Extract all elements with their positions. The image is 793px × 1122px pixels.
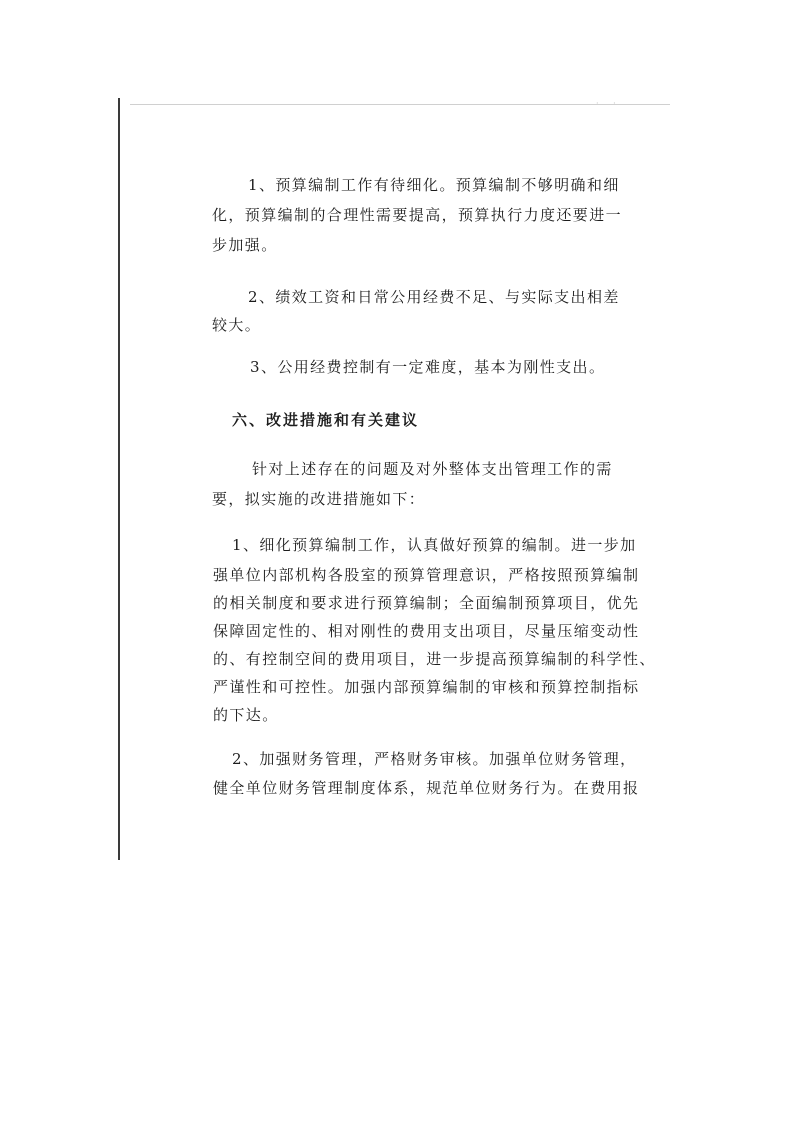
text-line: 2、绩效工资和日常公用经费不足、与实际支出相差	[248, 288, 620, 306]
text-line: 保障固定性的、相对刚性的费用支出项目，尽量压缩变动性	[213, 622, 640, 640]
text-line: 要，拟实施的改进措施如下：	[212, 490, 426, 508]
text-line: 1、细化预算编制工作，认真做好预算的编制。进一步加	[232, 536, 637, 554]
text-line: 1、预算编制工作有待细化。预算编制不够明确和细	[248, 176, 620, 194]
text-line: 步加强。	[212, 236, 278, 254]
text-line: 严谨性和可控性。加强内部预算编制的审核和预算控制指标	[213, 678, 640, 696]
text-line: 3、公用经费控制有一定难度，基本为刚性支出。	[250, 358, 606, 376]
text-line: 强单位内部机构各股室的预算管理意识，严格按照预算编制	[213, 566, 640, 584]
text-line: 较大。	[212, 316, 262, 334]
scan-dots: · ·	[596, 99, 622, 108]
text-line: 的相关制度和要求进行预算编制；全面编制预算项目，优先	[213, 594, 640, 612]
text-line: 针对上述存在的问题及对外整体支出管理工作的需	[252, 460, 613, 478]
text-line: 化，预算编制的合理性需要提高，预算执行力度还要进一	[212, 206, 623, 224]
section-heading: 六、改进措施和有关建议	[232, 411, 420, 429]
text-line: 的下达。	[213, 706, 279, 724]
scan-top-edge	[130, 104, 670, 105]
text-line: 健全单位财务管理制度体系，规范单位财务行为。在费用报	[213, 779, 640, 797]
text-line: 的、有控制空间的费用项目，进一步提高预算编制的科学性、	[213, 650, 656, 668]
text-line: 2、加强财务管理，严格财务审核。加强单位财务管理，	[232, 750, 637, 768]
scan-left-edge	[118, 98, 120, 860]
